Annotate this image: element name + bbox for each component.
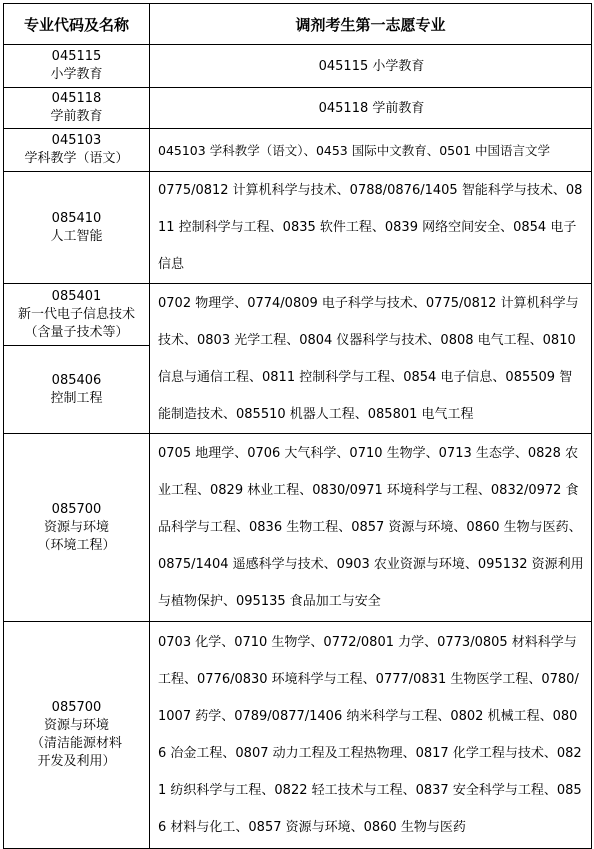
program-code: 085700	[51, 501, 102, 517]
first-choice-majors: 0703 化学、0710 生物学、0772/0801 力学、0773/0805 材料科学与工程、0776/0830 环境科学与工程、0777/0831 生物医学工程、0780/1007 药学、0789/0877/1406 纳米科学与工程、0802 机械工程、0806 冶金工程、0807 动力工程及工程热物理、0817 化学工程与技术、0821 纺织科学与工程、0822 轻工技术与工程、0837 安全科学与工程、0856 材料与化工、0857 资源与环境、0860 生物与医药	[150, 622, 592, 849]
program-code: 085700	[51, 700, 102, 715]
program-name: 资源与环境	[43, 718, 109, 733]
program-name: 学科教学（语文）	[24, 151, 129, 166]
table-header-row	[4, 4, 592, 45]
adjustment-table	[3, 3, 592, 849]
program-code: 085401	[51, 288, 102, 304]
first-choice-majors: 0702 物理学、0774/0809 电子科学与技术、0775/0812 计算机科学与技术、0803 光学工程、0804 仪器科学与技术、0808 电气工程、0810 信息与通信工程、0811 控制科学与工程、0854 电子信息、085509 智能制造技术、085510 机器人工程、085801 电气工程	[150, 284, 592, 434]
table-row	[4, 129, 592, 172]
program-name-note: （清洁能源材料	[30, 736, 122, 751]
first-choice-majors: 045118 学前教育	[150, 88, 592, 129]
program-name-note: 开发及利用）	[37, 754, 116, 769]
program-name: 小学教育	[50, 67, 103, 82]
header-first-choice: 调剂考生第一志愿专业	[150, 4, 592, 45]
program-code: 045103	[51, 133, 102, 148]
program-code: 085410	[51, 210, 102, 226]
first-choice-majors: 0775/0812 计算机科学与技术、0788/0876/1405 智能科学与技术、0811 控制科学与工程、0835 软件工程、0839 网络空间安全、0854 电子信息	[150, 172, 592, 284]
program-name: 控制工程	[50, 390, 103, 406]
table-row	[4, 45, 592, 88]
program-cell	[4, 346, 150, 434]
program-name: 人工智能	[50, 228, 103, 244]
program-cell	[4, 172, 150, 284]
program-name: 学前教育	[50, 109, 103, 124]
program-name: 资源与环境	[43, 519, 109, 535]
first-choice-majors: 045103 学科教学（语文）、0453 国际中文教育、0501 中国语言文学	[150, 129, 592, 172]
program-name-note: （环境工程）	[37, 537, 116, 553]
program-code: 085406	[51, 372, 102, 388]
program-name-note: （含量子技术等）	[24, 324, 129, 340]
program-cell	[4, 622, 150, 849]
program-cell	[4, 88, 150, 129]
program-code: 045115	[51, 49, 102, 64]
first-choice-majors: 045115 小学教育	[150, 45, 592, 88]
program-cell	[4, 129, 150, 172]
table-row	[4, 172, 592, 284]
program-cell	[4, 284, 150, 346]
program-code: 045118	[51, 91, 102, 106]
table-row	[4, 622, 592, 849]
program-name: 新一代电子信息技术	[17, 306, 135, 322]
program-cell	[4, 45, 150, 88]
first-choice-majors: 0705 地理学、0706 大气科学、0710 生物学、0713 生态学、0828 农业工程、0829 林业工程、0830/0971 环境科学与工程、0832/0972 食品科学与工程、0836 生物工程、0857 资源与环境、0860 生物与医药、0875/1404 遥感科学与技术、0903 农业资源与环境、095132 资源利用与植物保护、095135 食品加工与安全	[150, 434, 592, 622]
program-cell	[4, 434, 150, 622]
table-row	[4, 284, 592, 346]
header-code-name: 专业代码及名称	[4, 4, 150, 45]
table-row	[4, 434, 592, 622]
table-row	[4, 88, 592, 129]
